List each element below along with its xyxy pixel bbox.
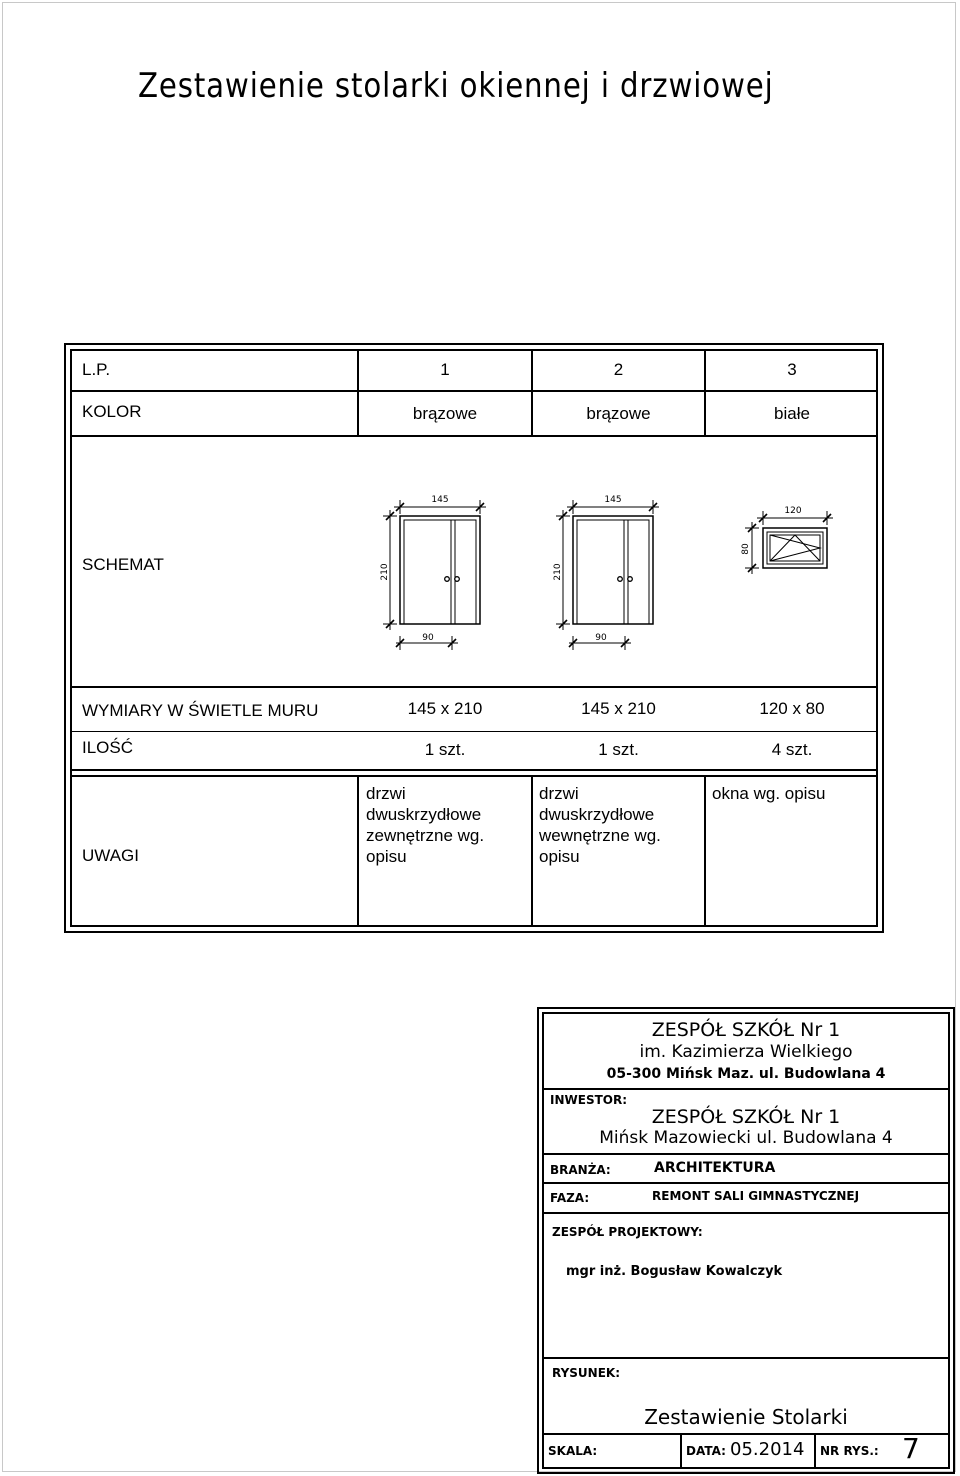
page-title: Zestawienie stolarki okiennej i drzwiowej <box>138 66 774 106</box>
uwagi-note-1-line: drzwi <box>366 784 406 803</box>
wymiary-value-2: 145 x 210 <box>581 699 656 718</box>
uwagi-note-1-line: opisu <box>366 847 407 866</box>
row-divider <box>70 390 878 392</box>
ilosc-value-3: 4 szt. <box>771 740 813 759</box>
title-block-divider <box>544 1153 948 1155</box>
scale-label: SKALA: <box>548 1444 598 1458</box>
school-name: ZESPÓŁ SZKÓŁ Nr 1 <box>651 1019 841 1041</box>
ilosc-value-1: 1 szt. <box>424 740 466 759</box>
uwagi-note-2-line: opisu <box>539 847 580 866</box>
column-divider <box>357 775 359 927</box>
title-block-column-divider <box>814 1433 816 1469</box>
uwagi-note-1-line: zewnętrzne wg. <box>366 826 485 845</box>
door-2-width-dimension: 145 <box>604 495 622 505</box>
team-label: ZESPÓŁ PROJEKTOWY: <box>552 1225 703 1239</box>
row-label-lp: L.P. <box>82 360 111 379</box>
kolor-value-1: brązowe <box>412 404 478 423</box>
school-address: 05-300 Mińsk Maz. ul. Budowlana 4 <box>606 1066 886 1082</box>
kolor-value-2: brązowe <box>586 404 651 423</box>
column-divider <box>531 775 533 927</box>
uwagi-note-2-line: dwuskrzydłowe <box>539 805 655 824</box>
branza-value: ARCHITEKTURA <box>654 1160 776 1176</box>
row-label-schemat: SCHEMAT <box>82 555 164 574</box>
ilosc-value-2: 1 szt. <box>598 740 639 759</box>
row-divider <box>70 769 878 771</box>
title-block-divider <box>544 1182 948 1184</box>
row-divider <box>70 686 878 688</box>
lp-value-1: 1 <box>440 360 450 379</box>
investor-name: ZESPÓŁ SZKÓŁ Nr 1 <box>651 1106 841 1128</box>
title-block-divider <box>544 1357 948 1359</box>
drawing-title: Zestawienie Stolarki <box>644 1405 848 1429</box>
uwagi-note-1 <box>366 783 484 867</box>
drawing-label: RYSUNEK: <box>552 1366 620 1380</box>
lp-value-2: 2 <box>613 360 624 379</box>
row-divider <box>70 731 878 732</box>
number-label: NR RYS.: <box>820 1444 879 1458</box>
row-divider <box>70 435 878 437</box>
window-width-dimension: 120 <box>784 506 802 516</box>
uwagi-note-3-line: okna wg. opisu <box>712 784 826 803</box>
wymiary-value-1: 145 x 210 <box>407 699 483 718</box>
date-label: DATA: <box>686 1444 726 1458</box>
school-patron: im. Kazimierza Wielkiego <box>639 1042 853 1062</box>
door-1-height-dimension: 210 <box>380 563 390 581</box>
uwagi-note-2-line: drzwi <box>539 784 579 803</box>
faza-label: FAZA: <box>550 1191 590 1205</box>
window-schema-3 <box>735 500 845 580</box>
title-block-divider <box>544 1212 948 1214</box>
uwagi-note-2-line: wewnętrzne wg. <box>539 826 661 845</box>
row-label-ilosc: ILOŚĆ <box>82 738 134 757</box>
title-block-divider <box>544 1088 948 1090</box>
lp-value-3: 3 <box>787 360 797 379</box>
investor-address: Mińsk Mazowiecki ul. Budowlana 4 <box>599 1128 893 1148</box>
team-member: mgr inż. Bogusław Kowalczyk <box>566 1264 783 1279</box>
uwagi-note-3 <box>712 783 825 804</box>
row-label-wymiary: WYMIARY W ŚWIETLE MURU <box>82 701 319 720</box>
door-2-height-dimension: 210 <box>553 563 563 581</box>
row-label-kolor: KOLOR <box>82 402 142 421</box>
kolor-value-3: białe <box>774 404 810 423</box>
row-divider <box>70 775 878 777</box>
window-height-dimension: 80 <box>741 543 751 555</box>
title-block-divider <box>544 1433 948 1435</box>
date-value: 05.2014 <box>730 1439 805 1460</box>
uwagi-note-2 <box>539 783 661 867</box>
row-label-uwagi: UWAGI <box>82 846 139 865</box>
door-2-leaf-dimension: 90 <box>595 633 607 643</box>
door-schema-1 <box>370 490 500 650</box>
faza-value: REMONT SALI GIMNASTYCZNEJ <box>652 1189 860 1203</box>
wymiary-value-3: 120 x 80 <box>759 699 825 718</box>
door-1-width-dimension: 145 <box>431 495 449 505</box>
uwagi-note-1-line: dwuskrzydłowe <box>366 805 482 824</box>
drawing-number: 7 <box>902 1432 920 1465</box>
branza-label: BRANŻA: <box>550 1163 611 1177</box>
door-schema-2 <box>543 490 673 650</box>
investor-label: INWESTOR: <box>550 1093 628 1107</box>
door-1-leaf-dimension: 90 <box>422 633 434 643</box>
title-block-column-divider <box>680 1433 682 1469</box>
column-divider <box>704 775 706 927</box>
